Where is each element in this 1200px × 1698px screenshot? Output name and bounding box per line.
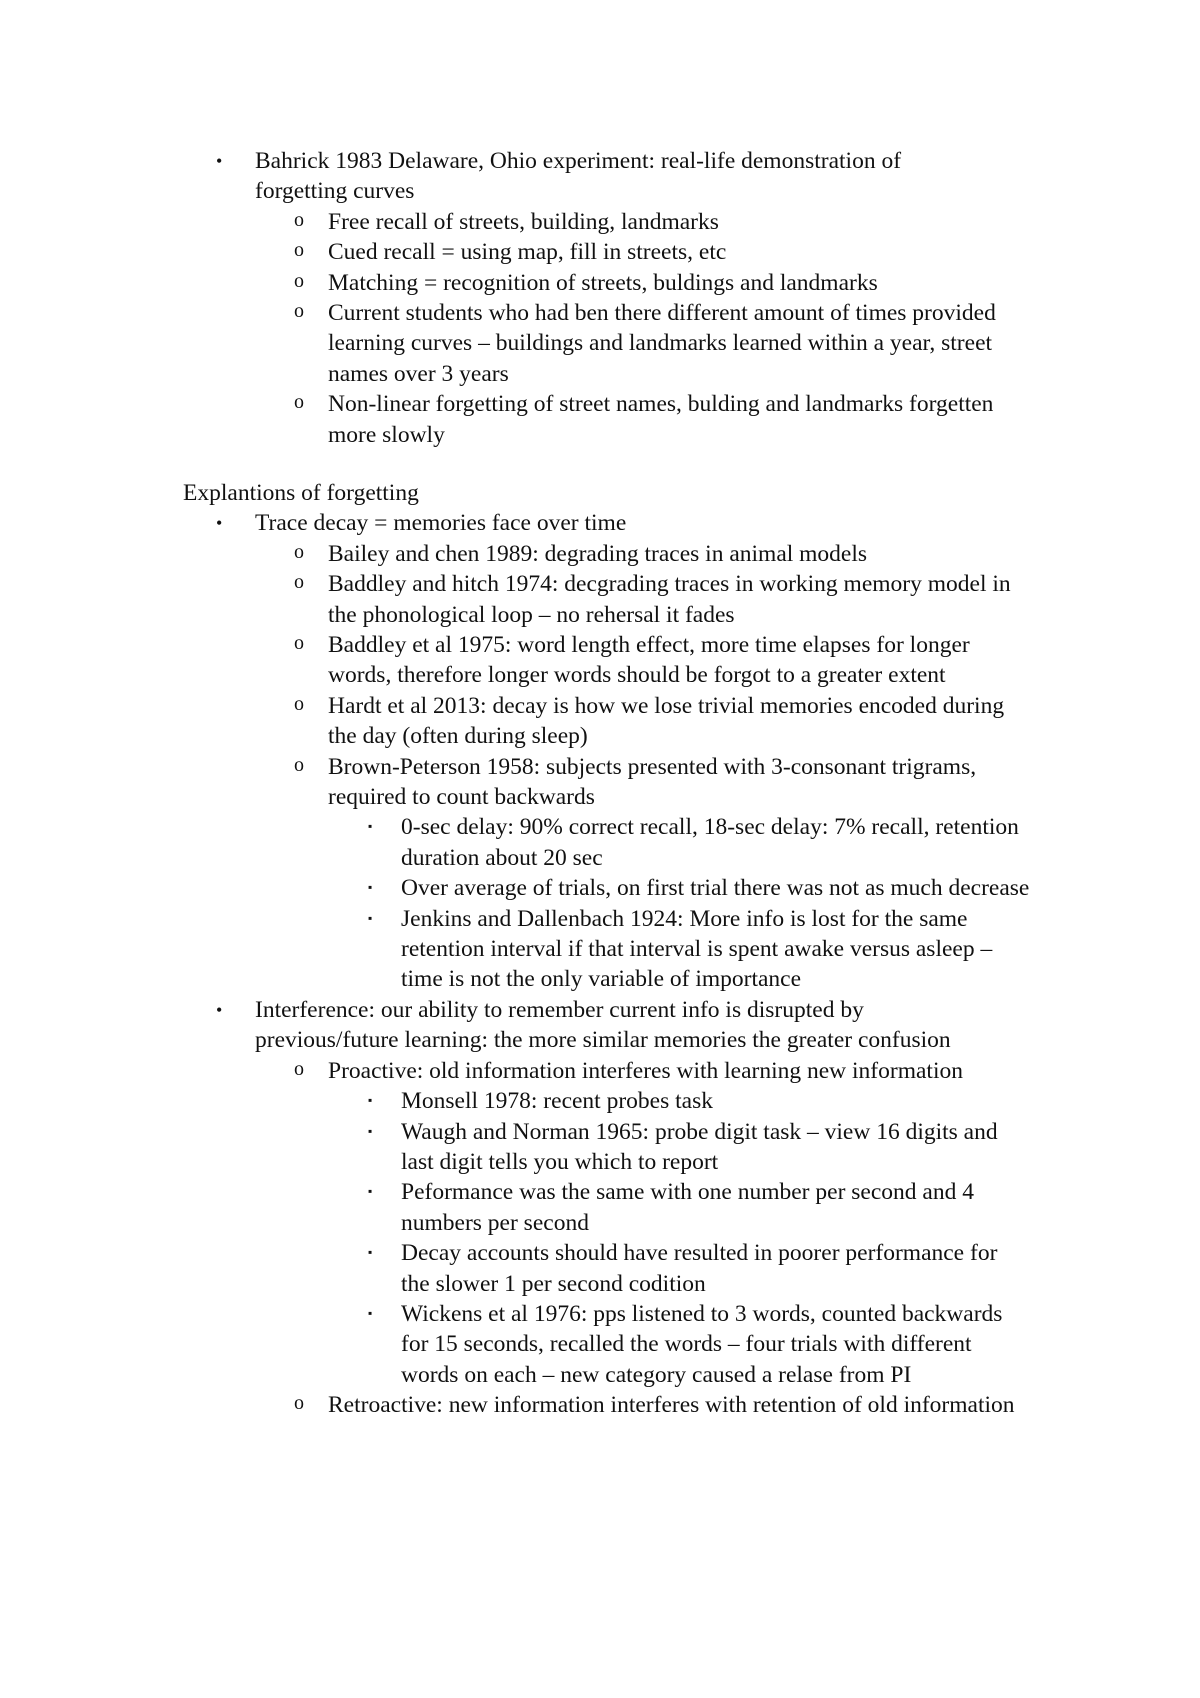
square-marker: ▪ <box>368 819 373 834</box>
circle-marker: o <box>294 239 304 262</box>
list-item-text: Bahrick 1983 Delaware, Ohio experiment: real-life demonstration of forgetting curves <box>255 148 902 205</box>
bullet-marker: • <box>216 151 223 171</box>
list-item-text: Trace decay = memories face over time <box>255 510 627 537</box>
list-item-text: Waugh and Norman 1965: probe digit task – view 16 digits and last digit tells you which to report <box>401 1118 998 1175</box>
list-item-text: Hardt et al 2013: decay is how we lose trivial memories encoded during the day (often during sleep) <box>328 692 1005 750</box>
circle-marker: o <box>294 632 304 655</box>
list-item-text: Interference: our ability to remember current info is disrupted by previous/future learning: the more similar memories the greater confusion <box>255 996 951 1054</box>
list-item <box>0 995 1015 1421</box>
circle-marker: o <box>294 208 304 231</box>
list-item <box>0 1086 1031 1116</box>
circle-marker: o <box>294 269 304 292</box>
list-item-text: Baddley et al 1975: word length effect, more time elapses for longer words, therefore longer words should be forgot to a greater extent <box>328 632 970 689</box>
list-item <box>0 1299 1031 1390</box>
list-item-text: Cued recall = using map, fill in streets, etc <box>328 239 727 266</box>
list-item-text: Brown-Peterson 1958: subjects presented with 3-consonant trigrams, required to count backwards <box>328 753 977 811</box>
list-item-text: Free recall of streets, building, landmarks <box>328 208 719 235</box>
list-item <box>0 752 1028 995</box>
list-item-text: Current students who had ben there different amount of times provided learning curves – buildings and landmarks learned within a year, street names over 3 years <box>328 300 996 387</box>
circle-marker: o <box>294 1057 304 1080</box>
list-item-text: Jenkins and Dallenbach 1924: More info is lost for the same retention interval if that interval is spent awake versus asleep – time is not the only variable of importance <box>401 905 993 993</box>
list-item <box>0 146 996 450</box>
circle-marker: o <box>294 753 304 776</box>
list-item-text: Peformance was the same with one number per second and 4 numbers per second <box>401 1179 974 1236</box>
list-item <box>0 873 1031 903</box>
list-item-text: Bailey and chen 1989: degrading traces in animal models <box>328 540 868 567</box>
sub-list <box>255 207 996 450</box>
section-bahrick <box>0 146 1200 450</box>
circle-marker: o <box>294 300 304 323</box>
list-item <box>0 569 1028 630</box>
sub-sub-list <box>328 1086 1028 1390</box>
bullet-list <box>0 478 1200 1421</box>
list-item <box>0 508 1030 995</box>
square-marker: ▪ <box>368 1093 373 1108</box>
list-item-text: Monsell 1978: recent probes task <box>401 1088 713 1115</box>
list-item <box>0 237 1028 267</box>
list-item-text: Decay accounts should have resulted in poorer performance for the slower 1 per second codition <box>401 1240 998 1297</box>
square-marker: ▪ <box>368 1305 373 1320</box>
list-item-text: Over average of trials, on first trial there was not as much decrease <box>401 875 1030 902</box>
square-marker: ▪ <box>368 880 373 895</box>
list-item-text: Non-linear forgetting of street names, bulding and landmarks forgetten more slowly <box>328 391 994 448</box>
list-item-text: Baddley and hitch 1974: decgrading traces in working memory model in the phonological loop – no rehersal it fades <box>328 571 1011 628</box>
list-item <box>0 904 1031 995</box>
bullet-marker: • <box>216 513 223 534</box>
list-item <box>0 691 1028 752</box>
list-item-text: 0-sec delay: 90% correct recall, 18-sec delay: 7% recall, retention duration about 20 sec <box>401 814 1019 871</box>
list-item <box>0 1177 1031 1238</box>
section-heading: Explantions of forgetting <box>183 480 419 506</box>
list-item <box>0 1390 1028 1420</box>
list-item-text: Wickens et al 1976: pps listened to 3 words, counted backwards for 15 seconds, recalled the words – four trials with different words on each – new category caused a relase from PI <box>401 1300 1003 1388</box>
list-item <box>0 298 1028 389</box>
list-item <box>0 1117 1031 1178</box>
bullet-list <box>0 146 1200 450</box>
sub-list <box>255 1056 1015 1421</box>
list-item <box>0 207 1028 237</box>
sub-sub-list <box>328 812 1028 994</box>
square-marker: ▪ <box>368 1123 373 1138</box>
list-item <box>0 630 1028 691</box>
circle-marker: o <box>294 692 304 715</box>
section-explanations <box>0 478 1200 1421</box>
list-item-text: Proactive: old information interferes with learning new information <box>328 1057 963 1084</box>
circle-marker: o <box>294 391 304 414</box>
bullet-marker: • <box>216 999 223 1020</box>
circle-marker: o <box>294 1392 304 1415</box>
list-item <box>0 1238 1031 1299</box>
circle-marker: o <box>294 540 304 563</box>
square-marker: ▪ <box>368 1245 373 1260</box>
list-item-text: Matching = recognition of streets, buldings and landmarks <box>328 269 878 296</box>
list-item <box>0 268 1028 298</box>
list-item-text: Retroactive: new information interferes with retention of old information <box>328 1392 1015 1419</box>
circle-marker: o <box>294 571 304 594</box>
list-item <box>0 812 1031 873</box>
sub-list <box>255 539 1030 995</box>
square-marker: ▪ <box>368 910 373 925</box>
list-item <box>0 389 1028 450</box>
square-marker: ▪ <box>368 1184 373 1199</box>
list-item <box>0 539 1028 569</box>
list-item <box>0 1056 1028 1390</box>
